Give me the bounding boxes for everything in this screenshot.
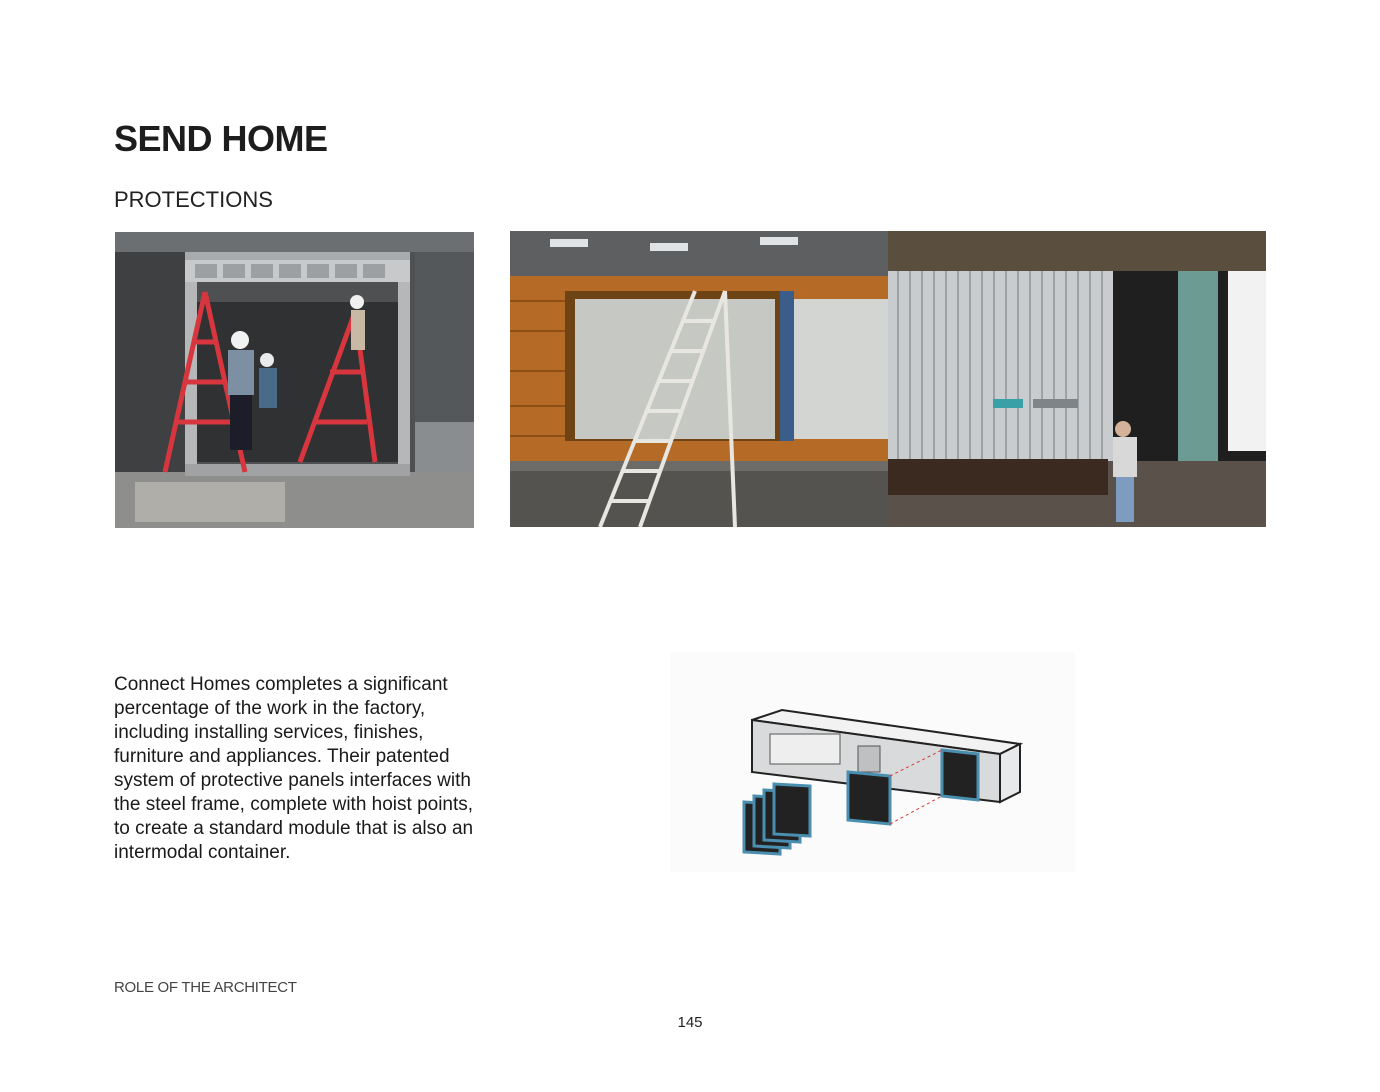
page-title: SEND HOME	[114, 118, 328, 159]
diagram-container-protective-panels	[670, 652, 1075, 872]
page-number: 145	[677, 1014, 703, 1031]
photo-wood-clad-module-with-ladder	[510, 231, 888, 527]
photo-module-frame-with-ladders	[115, 232, 474, 528]
section-subtitle: PROTECTIONS	[114, 187, 273, 212]
body-paragraph: Connect Homes completes a significant percentage of the work in the factory, including installing services, finishes, furniture and appliances. Their patented system of protective panels interfaces with the steel frame, complete with hoist points, to create a standard module that is also an intermodal container.	[114, 674, 474, 863]
photo-corrugated-protective-panel	[888, 231, 1266, 527]
footer-section-label: ROLE OF THE ARCHITECT	[114, 979, 297, 996]
